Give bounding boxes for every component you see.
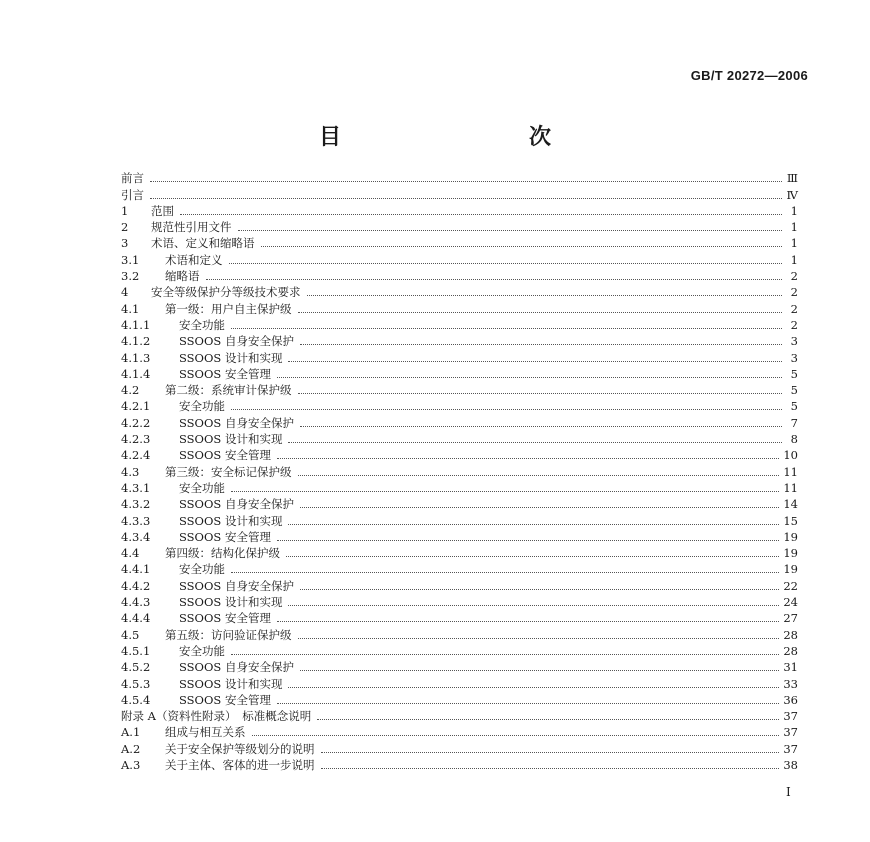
toc-leader-dots	[288, 686, 779, 688]
toc-entry[interactable]	[121, 610, 798, 626]
toc-entry-number: 4.4.2	[121, 578, 151, 593]
toc-entry-number: 4.3.4	[121, 529, 151, 544]
toc-entry-title: 第三级：安全标记保护级	[165, 464, 292, 479]
toc-entry-page: 36	[783, 692, 798, 707]
toc-entry-page: 31	[783, 660, 798, 675]
toc-entry[interactable]	[121, 251, 798, 267]
table-of-contents	[121, 170, 798, 773]
toc-entry[interactable]	[121, 724, 798, 740]
toc-entry-page: 37	[783, 709, 798, 724]
toc-entry-number: 4.3.2	[121, 497, 151, 512]
toc-entry[interactable]	[121, 740, 798, 756]
toc-entry-title: SSOOS 自身安全保护	[179, 415, 294, 430]
toc-entry-page: 5	[790, 366, 798, 381]
toc-entry-number: 4.4.1	[121, 562, 151, 577]
toc-entry[interactable]	[121, 480, 798, 496]
toc-entry-number: 4.2.4	[121, 448, 151, 463]
toc-entry-title: 术语、定义和缩略语	[151, 236, 255, 251]
toc-leader-dots	[298, 392, 783, 394]
toc-leader-dots	[277, 457, 779, 459]
toc-entry-number: 4.1.2	[121, 334, 151, 349]
toc-entry-title: 第五级：访问验证保护级	[165, 627, 292, 642]
toc-leader-dots	[321, 767, 780, 769]
toc-entry-number: 4.3	[121, 464, 140, 479]
toc-entry-number: 4.4	[121, 546, 140, 561]
toc-entry-title: 第四级：结构化保护级	[165, 546, 280, 561]
toc-entry[interactable]	[121, 463, 798, 479]
toc-entry-title: SSOOS 设计和实现	[179, 350, 283, 365]
toc-entry[interactable]	[121, 268, 798, 284]
toc-entry-number: 3.1	[121, 252, 140, 267]
toc-leader-dots	[150, 180, 782, 182]
toc-entry-title: SSOOS 自身安全保护	[179, 660, 294, 675]
toc-leader-dots	[300, 588, 779, 590]
toc-entry-number: 4.5	[121, 627, 140, 642]
toc-entry[interactable]	[121, 643, 798, 659]
toc-entry[interactable]	[121, 284, 798, 300]
toc-leader-dots	[150, 197, 782, 199]
toc-entry-title: 前言	[121, 171, 144, 186]
toc-entry-title: 安全等级保护分等级技术要求	[151, 285, 301, 300]
toc-entry-number: A.3	[121, 757, 141, 772]
toc-entry-page: 2	[790, 301, 798, 316]
toc-entry-page: 22	[783, 578, 798, 593]
toc-entry-page: 27	[783, 611, 798, 626]
toc-entry-page: 37	[783, 741, 798, 756]
toc-entry[interactable]	[121, 708, 798, 724]
toc-entry-title: SSOOS 设计和实现	[179, 595, 283, 610]
toc-entry-number: 3	[121, 236, 129, 251]
toc-entry-title: 规范性引用文件	[151, 220, 232, 235]
toc-entry[interactable]	[121, 431, 798, 447]
toc-entry[interactable]	[121, 529, 798, 545]
toc-leader-dots	[321, 751, 780, 753]
toc-entry-page: 2	[790, 269, 798, 284]
toc-entry-title: SSOOS 安全管理	[179, 529, 271, 544]
toc-entry-page: Ⅳ	[786, 187, 798, 202]
toc-entry-number: 4.1.4	[121, 366, 151, 381]
toc-leader-dots	[231, 490, 779, 492]
toc-entry-number: 4.1.3	[121, 350, 151, 365]
toc-entry-number: 1	[121, 203, 129, 218]
toc-entry-title: SSOOS 设计和实现	[179, 432, 283, 447]
toc-leader-dots	[231, 653, 779, 655]
toc-leader-dots	[288, 441, 782, 443]
toc-entry-page: Ⅲ	[786, 171, 798, 186]
toc-entry-number: 4.2	[121, 383, 140, 398]
toc-entry-page: 8	[790, 432, 798, 447]
toc-entry-title: 第一级：用户自主保护级	[165, 301, 292, 316]
toc-entry-number: 3.2	[121, 269, 140, 284]
toc-entry-title: SSOOS 设计和实现	[179, 513, 283, 528]
toc-entry-page: 33	[783, 676, 798, 691]
toc-entry-page: 28	[783, 643, 798, 658]
toc-entry-number: 2	[121, 220, 129, 235]
toc-entry[interactable]	[121, 333, 798, 349]
toc-entry-page: 11	[783, 464, 798, 479]
toc-entry-number: 4.5.3	[121, 676, 151, 691]
toc-leader-dots	[300, 506, 779, 508]
toc-entry-page: 3	[790, 350, 798, 365]
toc-leader-dots	[252, 734, 780, 736]
toc-entry-number: 4.2.1	[121, 399, 151, 414]
toc-entry-page: 3	[790, 334, 798, 349]
toc-entry-page: 7	[790, 415, 798, 430]
toc-entry-page: 37	[783, 725, 798, 740]
toc-entry-page: 1	[790, 236, 798, 251]
toc-entry-number: 4.3.1	[121, 480, 151, 495]
toc-entry-page: 14	[783, 497, 798, 512]
toc-entry-title: 安全功能	[179, 562, 225, 577]
toc-entry-number: 4	[121, 285, 129, 300]
toc-entry[interactable]	[121, 512, 798, 528]
toc-leader-dots	[288, 523, 779, 525]
toc-entry[interactable]	[121, 317, 798, 333]
toc-entry-number: 4.4.4	[121, 611, 151, 626]
toc-entry[interactable]	[121, 349, 798, 365]
toc-leader-dots	[231, 408, 782, 410]
toc-entry[interactable]	[121, 594, 798, 610]
toc-entry[interactable]	[121, 577, 798, 593]
toc-entry-number: A.2	[121, 741, 141, 756]
toc-entry-number: A.1	[121, 725, 141, 740]
toc-entry[interactable]	[121, 300, 798, 316]
toc-entry[interactable]	[121, 219, 798, 235]
toc-entry-page: 5	[790, 383, 798, 398]
toc-entry-title: SSOOS 安全管理	[179, 611, 271, 626]
toc-entry-number: 4.3.3	[121, 513, 151, 528]
page-number: I	[786, 785, 791, 799]
toc-entry-page: 1	[790, 252, 798, 267]
toc-leader-dots	[300, 669, 779, 671]
toc-entry[interactable]	[121, 366, 798, 382]
standard-code: GB/T 20272—2006	[690, 68, 808, 83]
toc-leader-dots	[238, 229, 783, 231]
toc-entry-page: 15	[783, 513, 798, 528]
toc-entry[interactable]	[121, 235, 798, 251]
toc-entry-title: 附录 A（资料性附录） 标准概念说明	[121, 709, 312, 724]
toc-entry[interactable]	[121, 203, 798, 219]
toc-entry[interactable]	[121, 382, 798, 398]
toc-entry-title: 安全功能	[179, 317, 225, 332]
toc-entry-page: 5	[790, 399, 798, 414]
toc-leader-dots	[261, 245, 783, 247]
toc-entry-page: 24	[783, 595, 798, 610]
toc-entry-title: 关于主体、客体的进一步说明	[165, 757, 315, 772]
toc-leader-dots	[286, 555, 779, 557]
toc-entry[interactable]	[121, 414, 798, 430]
toc-entry-number: 4.1	[121, 301, 140, 316]
toc-entry-title: SSOOS 安全管理	[179, 366, 271, 381]
toc-entry-page: 1	[790, 203, 798, 218]
toc-entry-page: 2	[790, 317, 798, 332]
toc-leader-dots	[288, 604, 779, 606]
toc-leader-dots	[298, 474, 780, 476]
toc-entry-page: 2	[790, 285, 798, 300]
toc-entry-page: 19	[783, 546, 798, 561]
toc-entry-title: SSOOS 安全管理	[179, 692, 271, 707]
toc-entry-number: 4.1.1	[121, 317, 151, 332]
toc-entry-title: 安全功能	[179, 399, 225, 414]
toc-entry[interactable]	[121, 398, 798, 414]
toc-entry-number: 4.5.1	[121, 643, 151, 658]
toc-entry-title: 范围	[151, 203, 174, 218]
toc-entry-title: 第二级：系统审计保护级	[165, 383, 292, 398]
toc-leader-dots	[229, 262, 783, 264]
toc-entry-page: 11	[783, 480, 798, 495]
toc-entry[interactable]	[121, 692, 798, 708]
toc-entry[interactable]	[121, 757, 798, 773]
toc-entry-number: 4.2.2	[121, 415, 151, 430]
toc-entry-number: 4.2.3	[121, 432, 151, 447]
toc-entry-number: 4.5.2	[121, 660, 151, 675]
toc-leader-dots	[231, 327, 782, 329]
toc-entry-page: 28	[783, 627, 798, 642]
toc-entry-page: 19	[783, 562, 798, 577]
toc-entry-title: 安全功能	[179, 643, 225, 658]
toc-leader-dots	[307, 294, 783, 296]
toc-entry-page: 10	[783, 448, 798, 463]
toc-leader-dots	[298, 311, 783, 313]
toc-leader-dots	[300, 425, 782, 427]
toc-entry-page: 38	[783, 757, 798, 772]
toc-leader-dots	[206, 278, 783, 280]
toc-entry-title: SSOOS 设计和实现	[179, 676, 283, 691]
toc-entry-title: 缩略语	[165, 269, 200, 284]
toc-entry[interactable]	[121, 545, 798, 561]
toc-entry-title: 安全功能	[179, 480, 225, 495]
toc-leader-dots	[298, 637, 780, 639]
toc-entry[interactable]	[121, 659, 798, 675]
toc-entry-title: SSOOS 自身安全保护	[179, 497, 294, 512]
toc-leader-dots	[277, 702, 779, 704]
toc-leader-dots	[231, 571, 779, 573]
toc-leader-dots	[300, 343, 782, 345]
toc-entry-title: 组成与相互关系	[165, 725, 246, 740]
toc-entry[interactable]	[121, 447, 798, 463]
toc-entry-title: SSOOS 自身安全保护	[179, 578, 294, 593]
toc-leader-dots	[277, 539, 779, 541]
toc-leader-dots	[277, 376, 782, 378]
toc-entry-title: 关于安全保护等级划分的说明	[165, 741, 315, 756]
toc-leader-dots	[277, 620, 779, 622]
toc-entry[interactable]	[121, 561, 798, 577]
toc-entry-number: 4.5.4	[121, 692, 151, 707]
toc-entry-page: 1	[790, 220, 798, 235]
toc-entry[interactable]	[121, 186, 798, 202]
toc-entry-title: SSOOS 安全管理	[179, 448, 271, 463]
toc-entry[interactable]	[121, 675, 798, 691]
toc-entry[interactable]	[121, 170, 798, 186]
toc-entry-title: SSOOS 自身安全保护	[179, 334, 294, 349]
toc-entry-page: 19	[783, 529, 798, 544]
toc-entry-title: 引言	[121, 187, 144, 202]
toc-entry[interactable]	[121, 626, 798, 642]
toc-leader-dots	[288, 360, 782, 362]
toc-entry-number: 4.4.3	[121, 595, 151, 610]
toc-entry-title: 术语和定义	[165, 252, 223, 267]
toc-entry[interactable]	[121, 496, 798, 512]
toc-leader-dots	[317, 718, 779, 720]
toc-leader-dots	[180, 213, 782, 215]
toc-title: 目 次	[318, 124, 599, 150]
